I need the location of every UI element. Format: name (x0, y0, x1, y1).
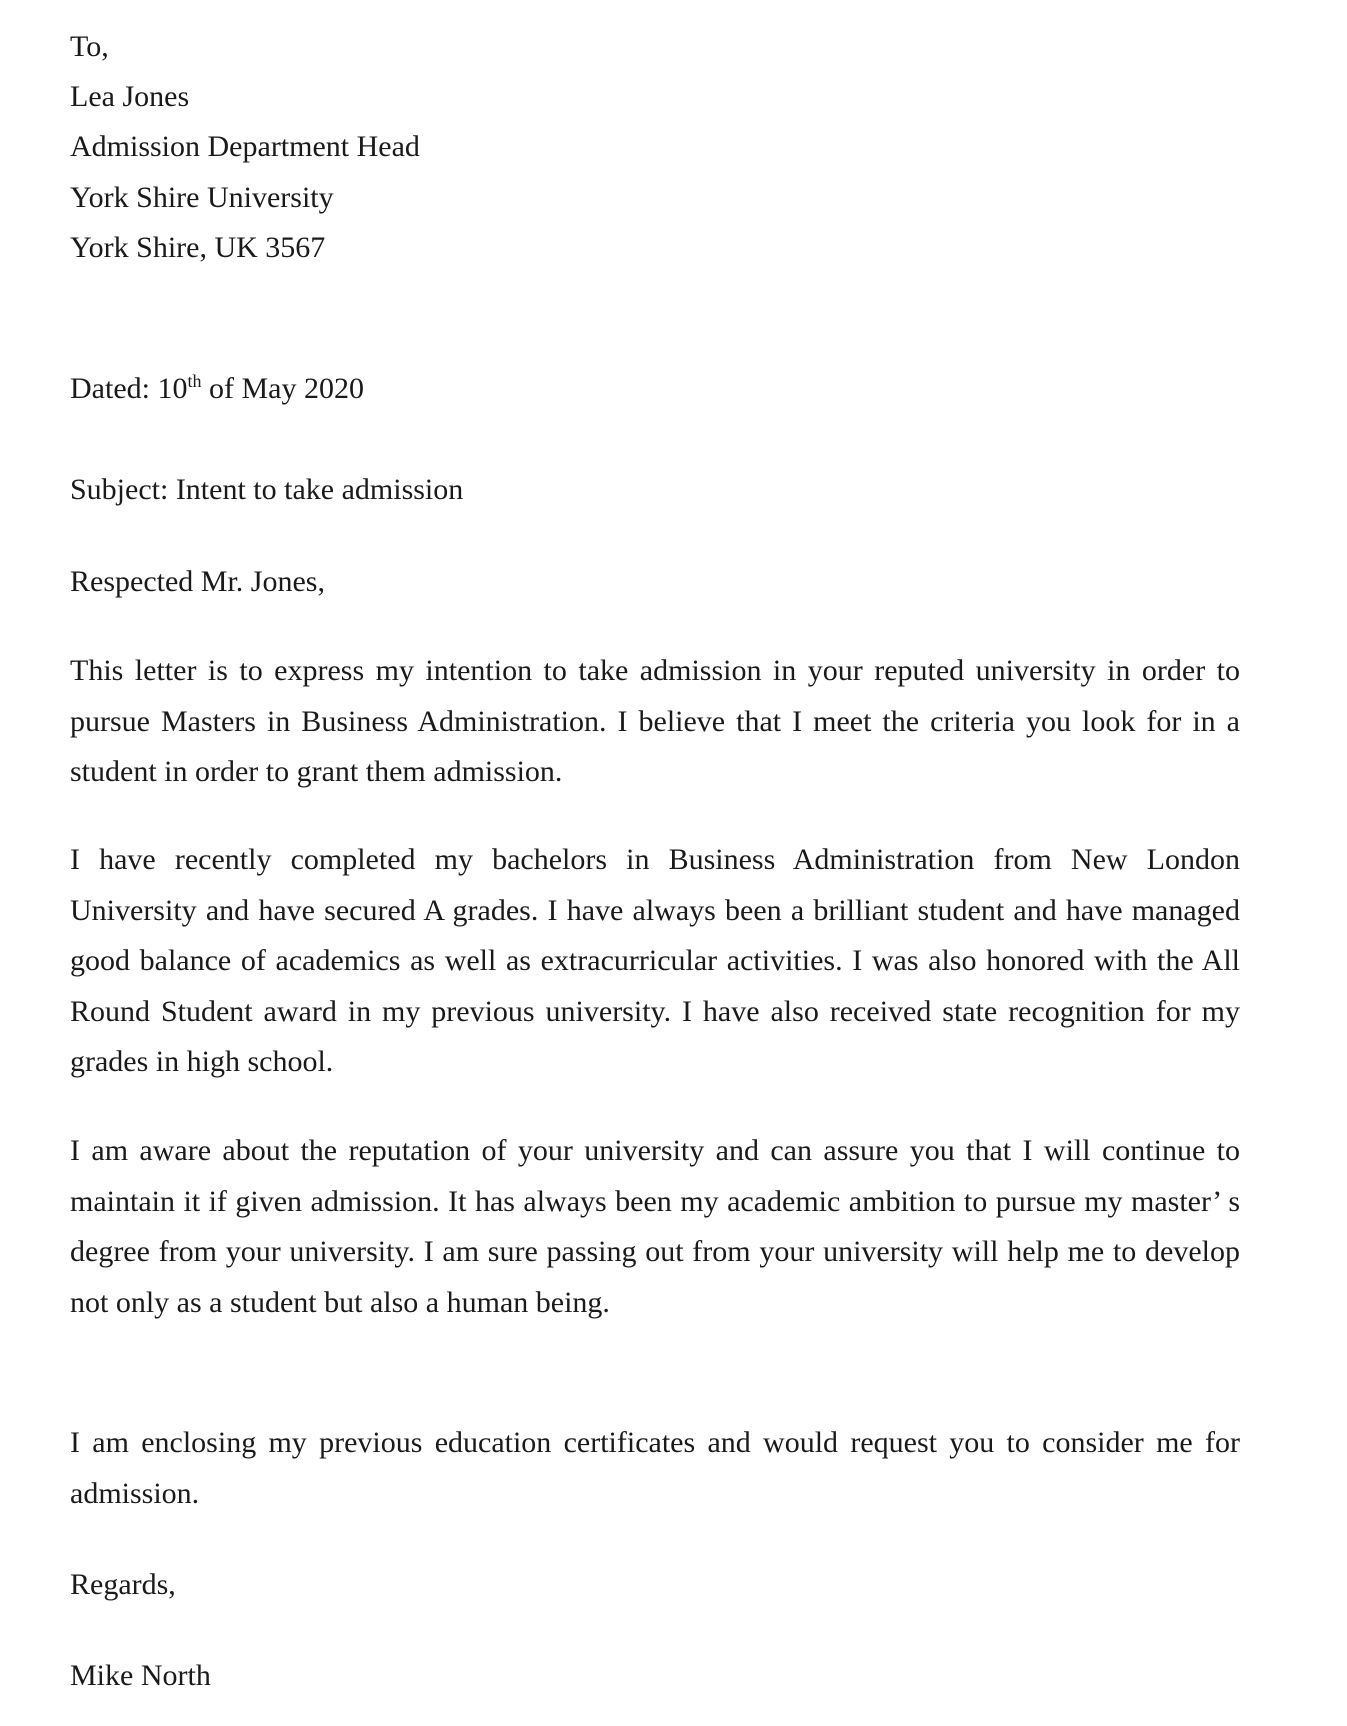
closing: Regards, (70, 1568, 176, 1601)
recipient-title: Admission Department Head (70, 130, 420, 163)
date-rest: of May 2020 (201, 372, 364, 405)
body-paragraph-4: I am enclosing my previous education certificates and would request you to consider me for admission. (70, 1426, 1240, 1510)
recipient-institution: York Shire University (70, 181, 334, 214)
date-prefix: Dated: 10 (70, 372, 188, 405)
date-line (70, 364, 364, 414)
recipient-name: Lea Jones (70, 80, 190, 113)
body-paragraph-1: This letter is to express my intention to take admission in your reputed university in order to pursue Masters in Business Administration. I believe that I meet the criteria you look for in a student in order to grant them admission. (70, 654, 1240, 789)
salutation: Respected Mr. Jones, (70, 565, 325, 598)
recipient-address: York Shire, UK 3567 (70, 231, 326, 264)
body-paragraph-2: I have recently completed my bachelors in Business Administration from New London University and have secured A grades. I have always been a brilliant student and have managed good balance of academics as well as extracurricular activities. I was also honored with the All Round Student award in my previous university. I have also received state recognition for my grades in high school. (70, 843, 1240, 1079)
to-label: To, (70, 30, 109, 63)
body-paragraph-3: I am aware about the reputation of your university and can assure you that I will continue to maintain it if given admission. It has always been my academic ambition to pursue my master’ s degree from your university. I am sure passing out from your university will help me to develop not only as a student but also a human being. (70, 1134, 1240, 1319)
date-ordinal-suffix: th (187, 371, 202, 391)
subject-line: Subject: Intent to take admission (70, 473, 464, 506)
signature-name: Mike North (70, 1659, 211, 1692)
